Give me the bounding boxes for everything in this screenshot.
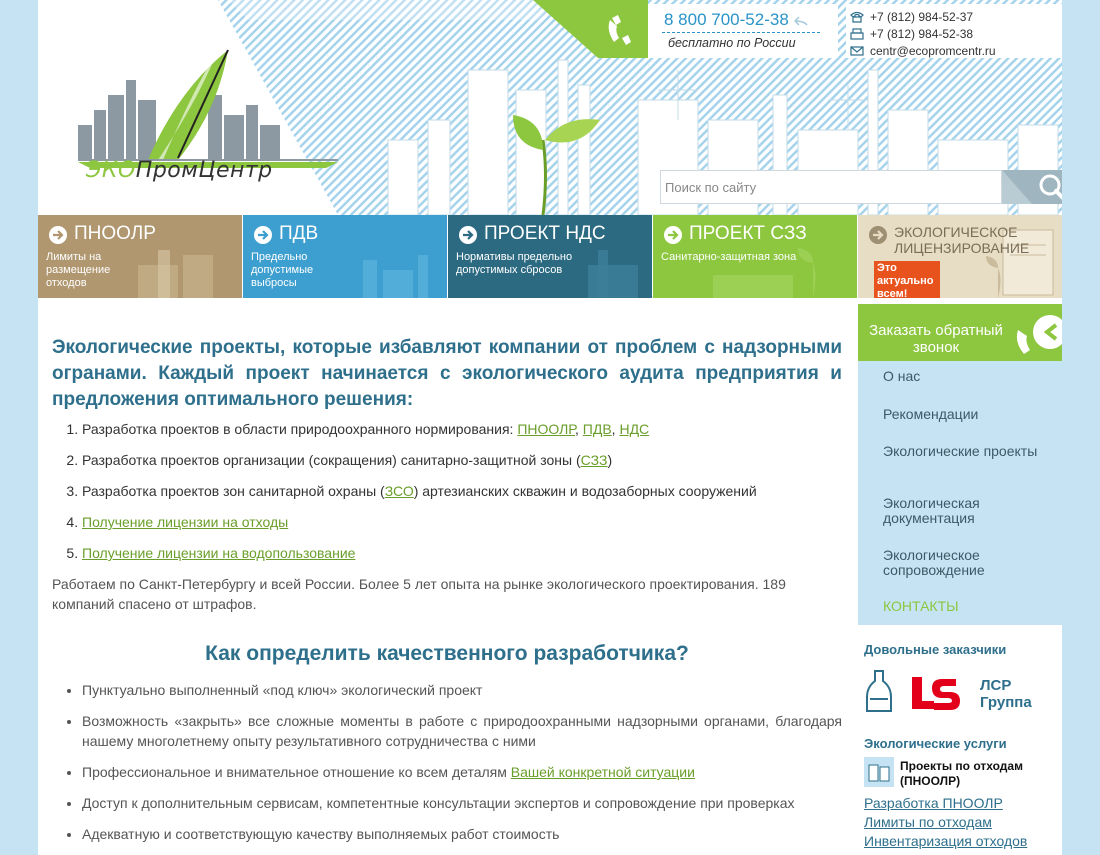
search-button[interactable]	[1002, 170, 1062, 204]
header	[38, 0, 1062, 215]
nav-item-pnoolr[interactable]	[38, 215, 242, 298]
link-waste-inventory[interactable]: Инвентаризация отходов	[864, 833, 1028, 849]
search-box	[660, 170, 1002, 204]
hot-badge: Это актуально всем!	[874, 261, 940, 298]
side-menu	[858, 361, 1062, 625]
link-pnoolr[interactable]: ПНООЛР	[517, 421, 575, 437]
quality-bullets	[82, 680, 842, 844]
search-input[interactable]	[661, 171, 1003, 203]
arrow-circle-icon	[663, 225, 683, 245]
intro-text: Работаем по Санкт-Петербургу и всей России. Более 5 лет опыта на рынке экологического проектирования. 189 компаний спасено от штрафов.	[52, 576, 786, 612]
services-title: Экологические услуги	[864, 736, 1007, 751]
list-item: • Доступ к дополнительным сервисам, компетентные консультации экспертов и сопровождение при проверках	[82, 793, 842, 813]
list-item: 3. Разработка проектов зон санитарной охраны (ЗСО) артезианских скважин и водозаборных сооружений	[82, 483, 842, 500]
link-develop-pnoolr[interactable]: Разработка ПНООЛР	[864, 795, 1003, 811]
side-item-contacts[interactable]: КОНТАКТЫ	[883, 598, 959, 614]
waste-service-icon	[864, 757, 894, 787]
logo-wordmark[interactable]	[86, 158, 273, 183]
list-item	[82, 545, 842, 562]
nav-title-pdv: ПДВ	[279, 223, 319, 244]
nav-item-pdv[interactable]	[243, 215, 447, 298]
email-row[interactable]: centr@ecopromcentr.ru	[850, 43, 996, 59]
nav-title-nds: ПРОЕКТ НДС	[484, 223, 606, 244]
nav-item-szz[interactable]	[653, 215, 857, 298]
logo-name: ПромЦентр	[135, 158, 273, 183]
phone-underline	[662, 32, 820, 33]
side-item-about[interactable]: О нас	[883, 368, 921, 384]
waste-bins-icon	[864, 757, 894, 787]
sub-heading: Как определить качественного разработчика?	[205, 642, 689, 665]
side-item-eco-docs[interactable]: Экологическая документация	[883, 495, 980, 526]
arrow-circle-icon	[868, 225, 888, 245]
main-navigation	[38, 215, 1062, 298]
link-water-license[interactable]: Получение лицензии на водопользование	[82, 545, 356, 561]
free-phone-number[interactable]: 8 800 700-52-38	[664, 10, 808, 30]
fax-icon	[850, 28, 864, 40]
service-name[interactable]: Проекты по отходам (ПНООЛР)	[900, 759, 1023, 788]
nav-sub-nds: Нормативы предельно допустимых сбросов	[456, 251, 573, 276]
bottle-logo-icon	[864, 669, 894, 713]
list-item: • Возможность «закрыть» все сложные моменты в работе с природоохранными надзорными органами, благодаря нашему многолетнему опыту результативного сотрудничества с ними	[82, 711, 842, 751]
nav-item-nds[interactable]	[448, 215, 652, 298]
side-item-eco-support[interactable]: Экологическое сопровождение	[883, 547, 985, 578]
link-nds[interactable]: НДС	[619, 421, 650, 437]
phone1-row[interactable]: +7 (812) 984-52-37	[850, 9, 973, 25]
page-heading: Экологические проекты, которые избавляют компании от проблем с надзорными огранами. Каждый проект начинается с экологического аудита предприятия и предложения оптимального решения:	[52, 337, 842, 410]
contacts-block	[846, 4, 1062, 58]
nav-sub-pdv: Предельно допустимые выбросы	[251, 251, 314, 289]
link-zso[interactable]: ЗСО	[384, 483, 414, 499]
lsr-name: ЛСР Группа	[980, 677, 1032, 711]
list-item: • Адекватную и соответствующую качеству выполняемых работ стоимость	[82, 824, 842, 844]
nav-title-szz: ПРОЕКТ СЗЗ	[689, 223, 807, 244]
list-item: 2. Разработка проектов организации (сокращения) санитарно-защитной зоны (СЗЗ)	[82, 452, 842, 469]
link-pdv[interactable]: ПДВ	[582, 421, 612, 437]
free-phone-note: бесплатно по России	[668, 36, 796, 50]
lsr-logo-icon	[908, 673, 974, 713]
link-szz[interactable]: СЗЗ	[580, 452, 608, 468]
sidebar	[858, 304, 1062, 855]
side-item-eco-projects[interactable]: Экологические проекты	[883, 443, 1038, 459]
list-item	[82, 514, 842, 531]
return-arrow-icon	[794, 16, 808, 26]
callback-label: Заказать обратный звонок	[869, 322, 1003, 356]
callback-button[interactable]	[858, 304, 1062, 361]
arrow-circle-icon	[48, 225, 68, 245]
side-item-recommendations[interactable]: Рекомендации	[883, 406, 979, 422]
logo-eko: ЭКО	[86, 158, 136, 183]
callback-phone-icon	[1004, 304, 1062, 361]
mail-icon	[850, 46, 864, 56]
clients-title: Довольные заказчики	[864, 642, 1007, 657]
arrow-circle-icon	[253, 225, 273, 245]
page	[38, 0, 1062, 855]
link-waste-limits[interactable]: Лимиты по отходам	[864, 814, 992, 830]
clients-block	[858, 625, 1062, 855]
nav-sub-szz: Санитарно-защитная зона	[661, 251, 797, 263]
nav-title-pnoolr: ПНООЛР	[74, 223, 156, 244]
search-icon	[1002, 170, 1062, 204]
arrow-circle-icon	[458, 225, 478, 245]
nav-item-licensing[interactable]	[858, 215, 1062, 298]
list-item: • Пунктуально выполненный «под ключ» экологический проект	[82, 680, 842, 700]
telephone-icon	[850, 11, 864, 23]
link-your-situation[interactable]: Вашей конкретной ситуации	[510, 764, 695, 780]
nav-title-licensing: ЭКОЛОГИЧЕСКОЕ ЛИЦЕНЗИРОВАНИЕ	[894, 224, 1030, 256]
link-waste-license[interactable]: Получение лицензии на отходы	[82, 514, 289, 530]
phone2-row[interactable]: +7 (812) 984-52-38	[850, 26, 973, 42]
main-content	[52, 335, 842, 855]
list-item: • Профессиональное и внимательное отношение ко всем деталям Вашей конкретной ситуации	[82, 762, 842, 782]
nav-sub-pnoolr: Лимиты на размещение отходов	[46, 251, 111, 289]
services-list	[82, 421, 842, 562]
list-item: 1. Разработка проектов в области природоохранного нормирования: ПНООЛР, ПДВ, НДС	[82, 421, 842, 438]
free-phone-box	[648, 4, 838, 58]
